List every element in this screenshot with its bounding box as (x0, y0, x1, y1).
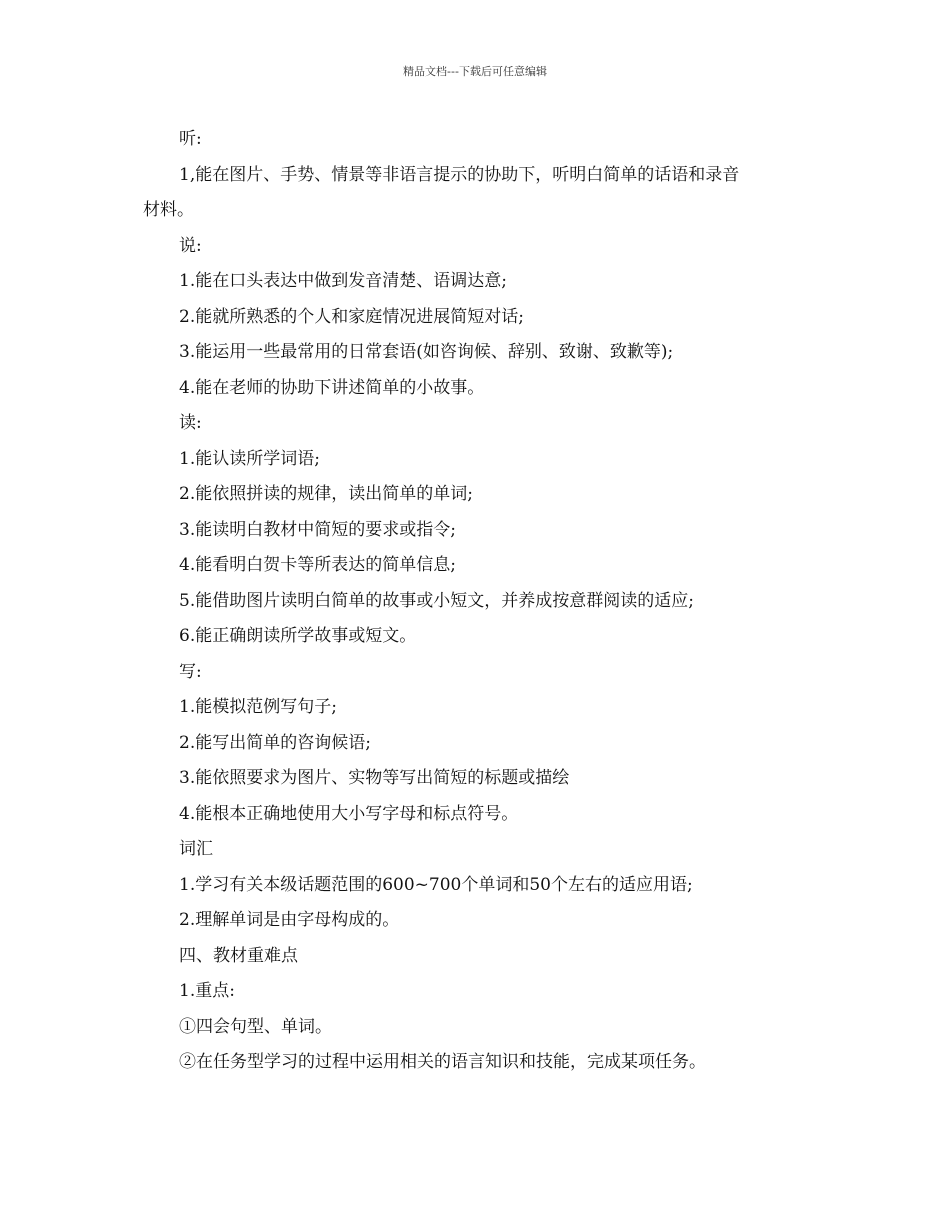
text-line: 1.能模拟范例写句子; (179, 697, 337, 717)
text-line: 3.能依照要求为图片、实物等写出简短的标题或描绘 (179, 768, 570, 788)
text-line: ②在任务型学习的过程中运用相关的语言知识和技能，完成某项任务。 (179, 1052, 706, 1072)
document-body (143, 122, 807, 1081)
text-line: 4.能看明白贺卡等所表达的简单信息; (179, 555, 456, 575)
text-line: 6.能正确朗读所学故事或短文。 (179, 626, 417, 646)
text-line: 2.能就所熟悉的个人和家庭情况进展简短对话; (179, 306, 524, 327)
section-heading-key-points: 四、教材重难点 (179, 945, 298, 966)
text-line: 4.能在老师的协助下讲述简单的小故事。 (179, 377, 485, 398)
text-line: 4.能根本正确地使用大小写字母和标点符号。 (179, 803, 519, 824)
text-line: 1,能在图片、手势、情景等非语言提示的协助下，听明白简单的话语和录音 (179, 164, 740, 185)
text-line: 2.理解单词是由字母构成的。 (179, 910, 400, 930)
text-line: 2.能写出简单的咨询候语; (179, 732, 371, 753)
section-heading-vocabulary: 词汇 (179, 839, 213, 859)
text-line: 1.学习有关本级话题范围的600~700个单词和50个左右的适应用语; (179, 874, 693, 895)
section-heading-speaking: 说: (179, 235, 202, 256)
text-line: 5.能借助图片读明白简单的故事或小短文，并养成按意群阅读的适应; (179, 590, 694, 611)
text-line: 1.能认读所学词语; (179, 448, 320, 469)
text-line: 2.能依照拼读的规律，读出简单的单词; (179, 484, 473, 504)
text-line: 3.能读明白教材中简短的要求或指令; (179, 519, 456, 540)
text-line: 1.能在口头表达中做到发音清楚、语调达意; (179, 271, 507, 291)
section-heading-writing: 写: (179, 661, 202, 682)
text-line-continuation: 材料。 (143, 200, 194, 220)
text-line: 3.能运用一些最常用的日常套语(如咨询候、辞别、致谢、致歉等); (179, 342, 674, 362)
text-line: ①四会句型、单词。 (179, 1016, 332, 1037)
section-heading-reading: 读: (179, 413, 202, 433)
page-header: 精品文档---下载后可任意编辑 (403, 65, 547, 78)
text-line: 1.重点: (179, 981, 235, 1001)
section-heading-listening: 听: (179, 129, 202, 149)
